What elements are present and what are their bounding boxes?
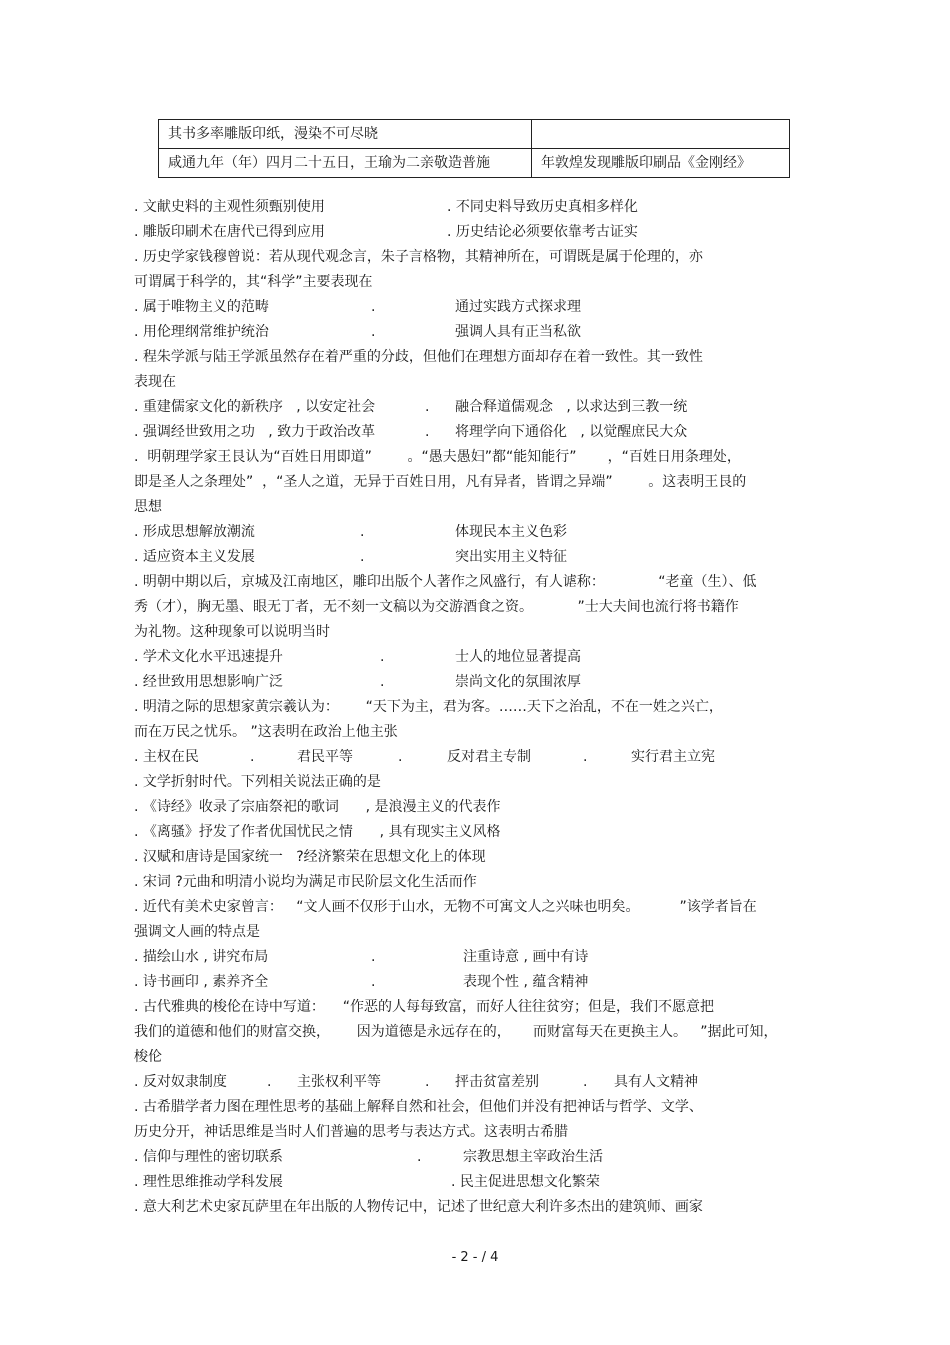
text-line: . 主权在民 [134,749,199,765]
text-line: . [398,749,403,765]
text-line: 可谓属于科学的，其“科学”主要表现在 [134,274,373,290]
table-row [159,120,790,149]
text-line: . 汉赋和唐诗是国家统一 ?经济繁荣在思想文化上的体现 [134,849,486,865]
text-line: 君民平等 [297,749,353,765]
text-line: . [360,549,365,565]
text-line: 主张权利平等 [297,1074,381,1090]
table-cell [532,120,790,149]
text-line: . [583,1074,588,1090]
text-line: . 近代有美术史家曾言： “文人画不仅形于山水，无物不可寓文人之兴味也明矣。 ”该学者旨在 [134,899,757,915]
page-number: - 2 - / 4 [451,1250,499,1265]
text-line: . [371,974,376,990]
text-line: . 民主促进思想文化繁荣 [451,1174,600,1190]
text-line: 实行君主立宪 [631,749,715,765]
text-line: 秀（才），胸无墨、眼无丁者，无不刻一文稿以为交游酒食之资。 ”士大夫间也流行将书籍作 [134,599,739,615]
text-line: . [425,399,430,415]
text-line: 表现在 [134,374,176,390]
text-line: . 明朝理学家王艮认为“百姓日用即道” 。“愚夫愚妇”都“能知能行” ，“百姓日用条理处， [134,449,741,465]
text-line: 士人的地位显著提高 [455,649,581,665]
text-line: 思想 [134,499,162,515]
text-line: 表现个性 , 蕴含精神 [463,974,589,990]
table-cell: 其书多率雕版印纸，漫染不可尽晓 [159,120,532,149]
text-line: . 宋词 ?元曲和明清小说均为满足市民阶层文化生活而作 [134,874,477,890]
text-line: . 理性思维推动学科发展 [134,1174,283,1190]
text-line: . 《离骚》抒发了作者优国忧民之情 , 具有现实主义风格 [134,824,501,840]
text-line: 而在万民之忧乐。 ”这表明在政治上他主张 [134,724,398,740]
text-line: . [425,424,430,440]
text-line: 历史分开，神话思维是当时人们普遍的思考与表达方式。这表明古希腊 [134,1124,568,1140]
table-cell: 咸通九年（年）四月二十五日，王瑜为二亲敬造普施 [159,149,532,178]
text-line: . 历史学家钱穆曾说：若从现代观念言，朱子言格物，其精神所在，可谓既是属于伦理的，亦 [134,249,703,265]
text-line: 融合释道儒观念 , 以求达到三教一统 [455,399,688,415]
text-line: 体现民本主义色彩 [455,524,567,540]
text-line: . 反对奴隶制度 [134,1074,227,1090]
text-line: . 古代雅典的梭伦在诗中写道： “作恶的人每每致富，而好人往往贫穷；但是，我们不愿意把 [134,999,714,1015]
text-line: . 意大利艺术史家瓦萨里在年出版的人物传记中，记述了世纪意大利许多杰出的建筑师、画家 [134,1199,703,1215]
text-line: 反对君主专制 [447,749,531,765]
text-line: 崇尚文化的氛围浓厚 [455,674,581,690]
text-line: . [425,1074,430,1090]
text-line: . [380,674,385,690]
table-row [159,149,790,178]
table-cell: 年敦煌发现雕版印刷品《金刚经》 [532,149,790,178]
text-line: 即是圣人之条理处” ，“圣人之道，无异于百姓日用，凡有异者，皆谓之异端” 。这表明王艮的 [134,474,747,490]
text-line: . [267,1074,272,1090]
text-line: . 诗书画印 , 素养齐全 [134,974,269,990]
text-line: 具有人文精神 [614,1074,698,1090]
text-line: . 不同史料导致历史真相多样化 [447,199,638,215]
text-line: . [250,749,255,765]
text-line: . 程朱学派与陆王学派虽然存在着严重的分歧，但他们在理想方面却存在着一致性。其一致性 [134,349,703,365]
text-line: . [371,949,376,965]
text-line: . 描绘山水 , 讲究布局 [134,949,269,965]
text-line: 我们的道德和他们的财富交换， 因为道德是永远存在的， 而财富每天在更换主人。 ”据此可知， [134,1024,778,1040]
text-line: . 用伦理纲常维护统治 [134,324,269,340]
text-line: 强调人具有正当私欲 [455,324,581,340]
text-line: . 古希腊学者力图在理性思考的基础上解释自然和社会，但他们并没有把神话与哲学、文学、 [134,1099,703,1115]
text-line: . [583,749,588,765]
text-line: . [360,524,365,540]
text-line: . 文献史料的主观性须甄别使用 [134,199,325,215]
text-line: . [380,649,385,665]
text-line: . [371,324,376,340]
text-line: 将理学向下通俗化 , 以觉醒庶民大众 [455,424,688,440]
text-line: . 《诗经》收录了宗庙祭祀的歌词 , 是浪漫主义的代表作 [134,799,501,815]
text-line: . 强调经世致用之功 , 致力于政治改革 [134,424,376,440]
text-line: 宗教思想主宰政治生活 [463,1149,603,1165]
text-line: 通过实践方式探求理 [455,299,581,315]
text-line: . 重建儒家文化的新秩序 , 以安定社会 [134,399,376,415]
text-line: . 文学折射时代。下列相关说法正确的是 [134,774,381,790]
text-line: 梭伦 [134,1049,162,1065]
text-line: . 明清之际的思想家黄宗羲认为： “天下为主，君为客。……天下之治乱，不在一姓之兴亡， [134,699,723,715]
text-line: . 信仰与理性的密切联系 [134,1149,283,1165]
text-line: . 学术文化水平迅速提升 [134,649,283,665]
text-line: . 形成思想解放潮流 [134,524,255,540]
source-table [158,119,790,178]
text-line: 抨击贫富差别 [455,1074,539,1090]
text-line: 强调文人画的特点是 [134,924,260,940]
text-line: 注重诗意 , 画中有诗 [463,949,589,965]
text-line: . 适应资本主义发展 [134,549,255,565]
text-line: . 明朝中期以后，京城及江南地区，雕印出版个人著作之风盛行，有人谑称： “老童（生）、低 [134,574,757,590]
text-line: . 历史结论必须要依靠考古证实 [447,224,638,240]
text-line: . 雕版印刷术在唐代已得到应用 [134,224,325,240]
text-line: . [371,299,376,315]
text-line: 为礼物。这种现象可以说明当时 [134,624,330,640]
text-line: . [417,1149,422,1165]
text-line: . 经世致用思想影响广泛 [134,674,283,690]
text-line: 突出实用主义特征 [455,549,567,565]
text-line: . 属于唯物主义的范畴 [134,299,269,315]
